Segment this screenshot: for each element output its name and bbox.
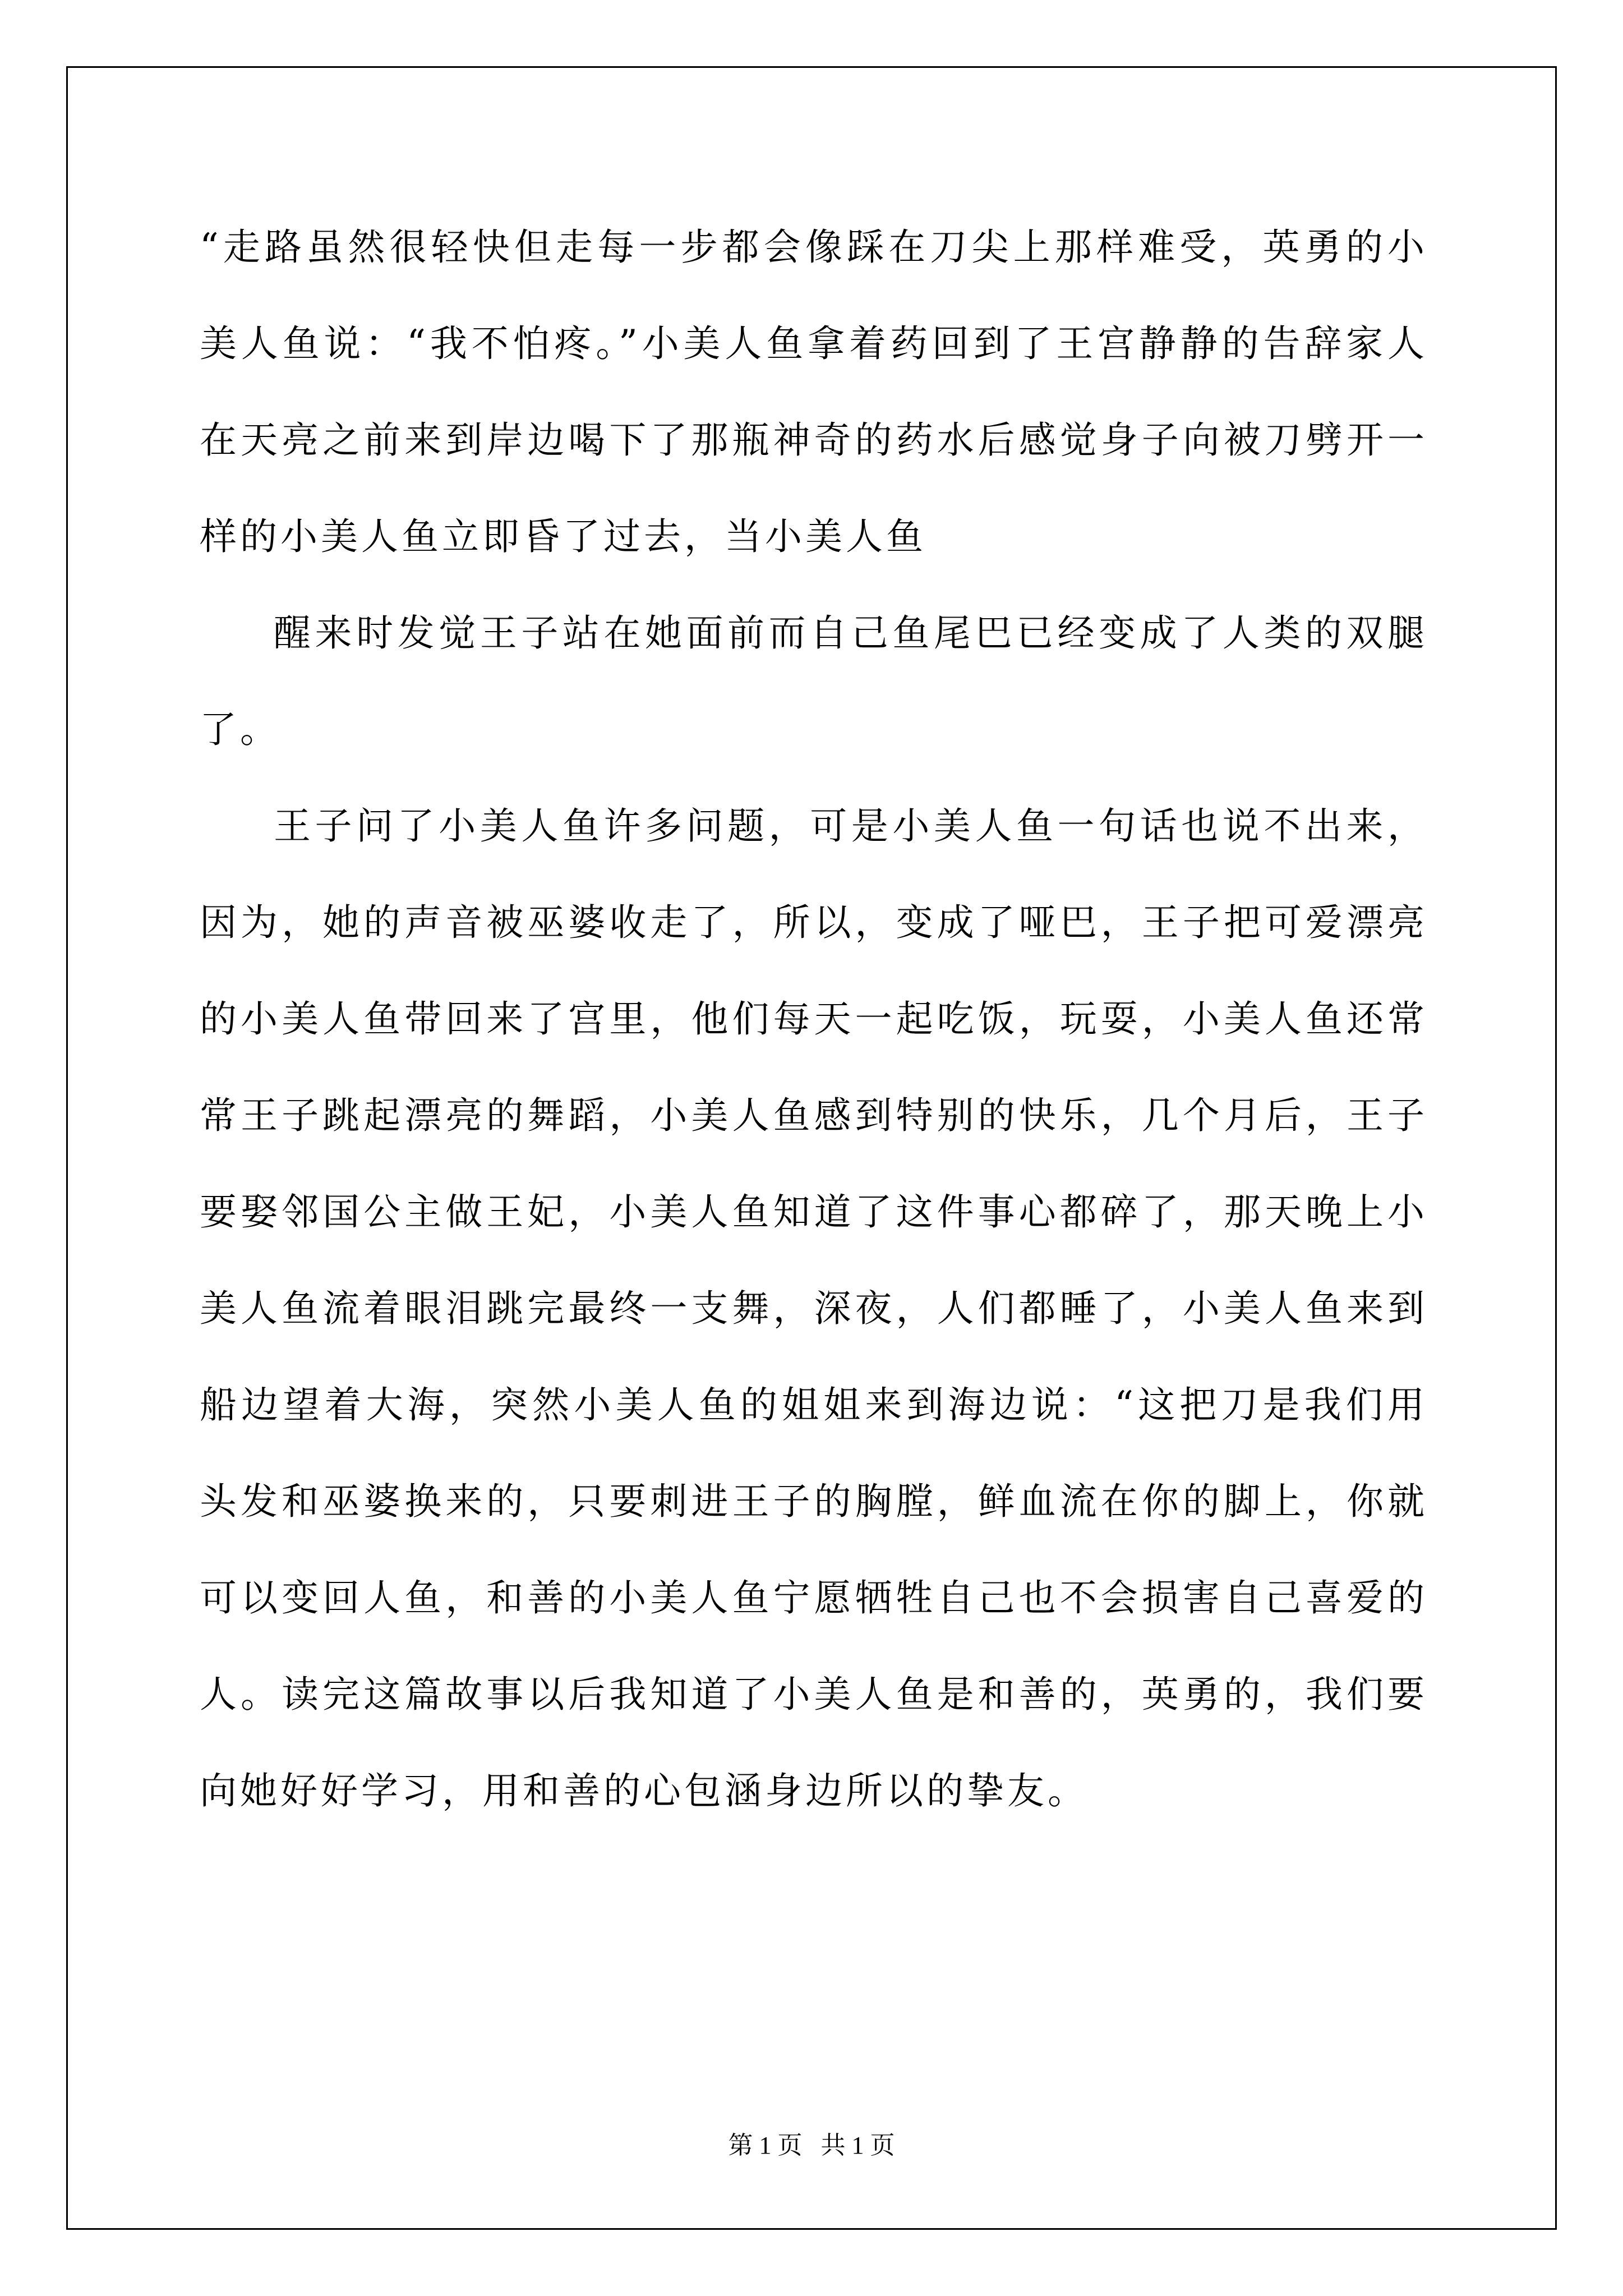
paragraph-1: “走路虽然很轻快但走每一步都会像踩在刀尖上那样难受，英勇的小美人鱼说：“我不怕疼。”小美人鱼拿着药回到了王宫静静的告辞家人在天亮之前来到岸边喝下了那瓶神奇的药水后感觉身子向被刀劈开一样的小美人鱼立即昏了过去，当小美人鱼 — [200, 226, 1428, 558]
document-body — [200, 199, 1428, 1839]
paragraph-3: 王子问了小美人鱼许多问题，可是小美人鱼一句话也说不出来，因为，她的声音被巫婆收走了，所以，变成了哑巴，王子把可爱漂亮的小美人鱼带回来了宫里，他们每天一起吃饭，玩耍，小美人鱼还常常王子跳起漂亮的舞蹈，小美人鱼感到特别的快乐，几个月后，王子要娶邻国公主做王妃，小美人鱼知道了这件事心都碎了，那天晚上小美人鱼流着眼泪跳完最终一支舞，深夜，人们都睡了，小美人鱼来到船边望着大海，突然小美人鱼的姐姐来到海边说：“这把刀是我们用头发和巫婆换来的，只要刺进王子的胸膛，鲜血流在你的脚上，你就可以变回人鱼，和善的小美人鱼宁愿牺牲自己也不会损害自己喜爱的人。读完这篇故事以后我知道了小美人鱼是和善的，英勇的，我们要向她好好学习，用和善的心包涵身边所以的挚友。 — [200, 804, 1428, 1812]
paragraph-2: 醒来时发觉王子站在她面前而自己鱼尾巴已经变成了人类的双腿了。 — [200, 611, 1428, 751]
page-number-footer: 第 1 页 共 1 页 — [728, 2132, 895, 2159]
